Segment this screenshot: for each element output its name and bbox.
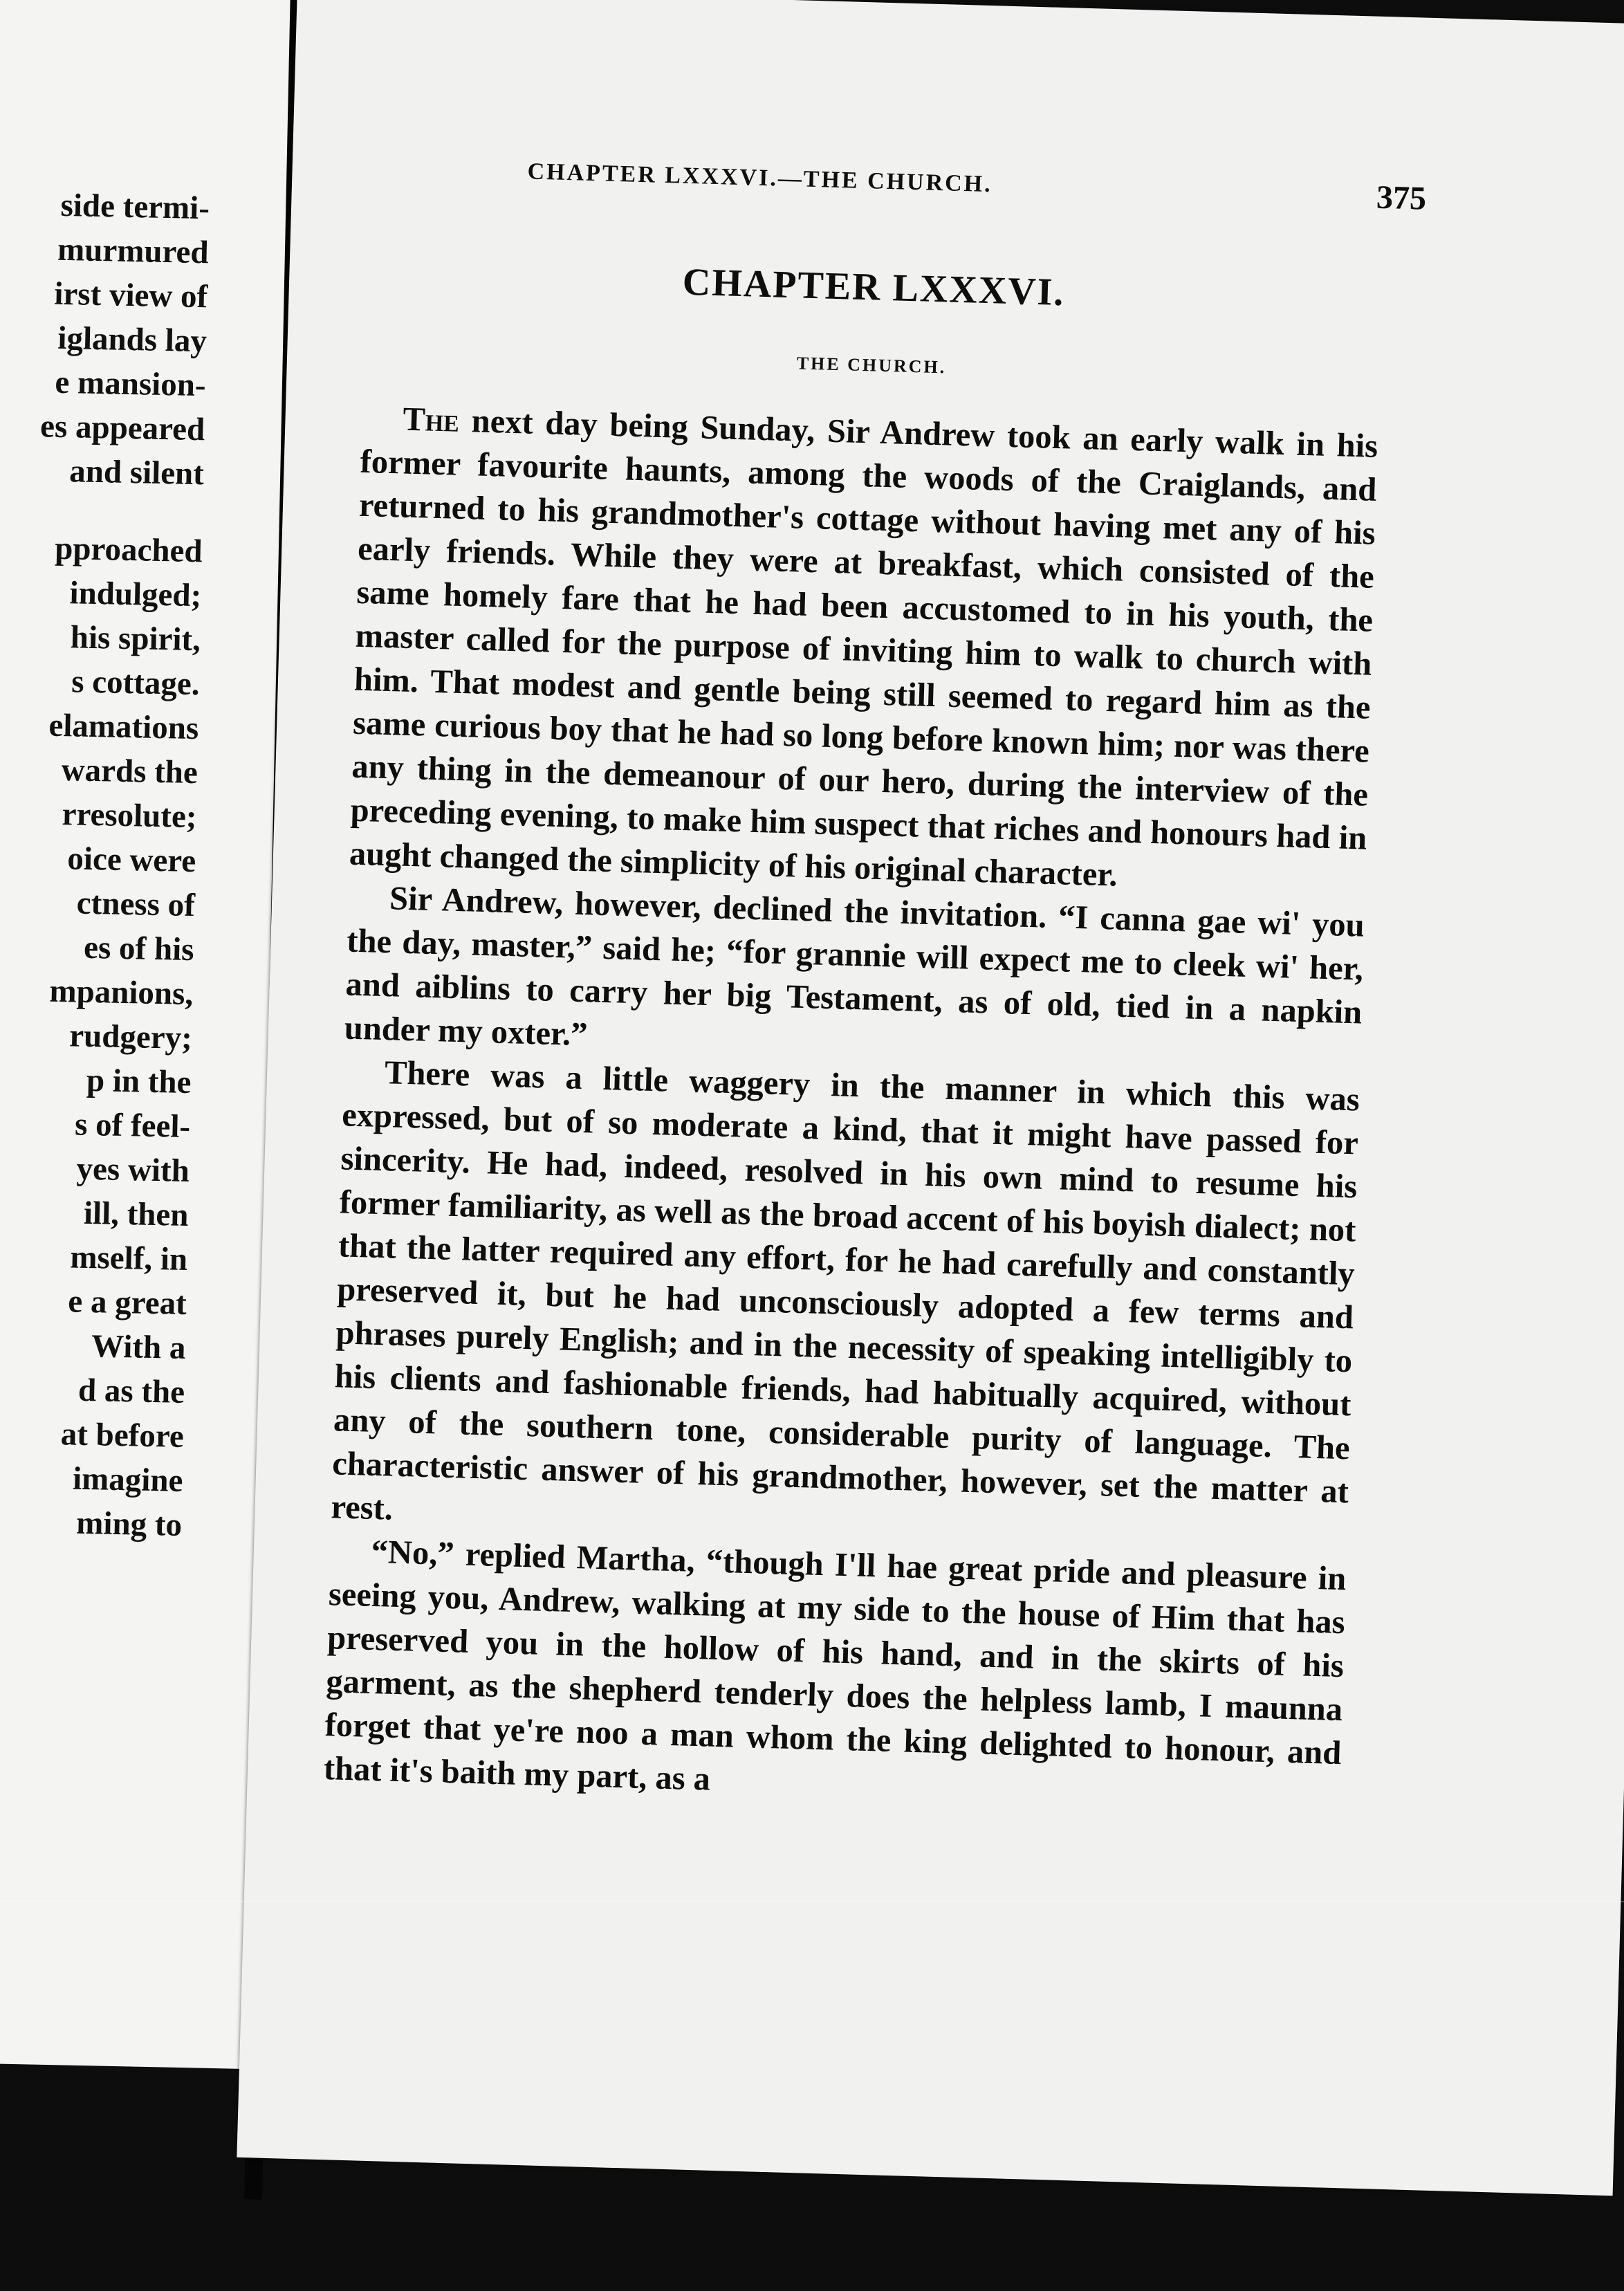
page-content — [323, 154, 1427, 1798]
left-page-line: es appeared — [39, 408, 205, 448]
left-page-line: ill, then — [83, 1195, 190, 1234]
left-page-line: side termi- — [60, 187, 210, 227]
chapter-title: CHAPTER LXXXVI. — [682, 260, 1066, 315]
left-page-line: iglands lay — [57, 320, 207, 360]
left-page-line: mself, in — [69, 1239, 188, 1278]
left-page-line: wards the — [61, 752, 199, 791]
left-page-line: elamations — [48, 707, 199, 747]
running-head — [368, 154, 1427, 224]
paragraph — [323, 1529, 1347, 1819]
left-page-line: ming to — [75, 1505, 183, 1543]
left-page-line: rudgery; — [68, 1018, 193, 1057]
paragraph-text: There was a little waggery in the manner in which this was expressed, but of so moderate a kind, that it might have passed for sincerity. He had, indeed, resolved in his own mind to resume his former familiarity, as well as the broad accent of his boyish dialect; not that the latter required any effort, for he had carefully and constantly preserved it, but he had unconsciously adopted a few terms and phrases purely English; and in the necessity of speaking intelligibly to his clients and fashionable friends, had habitually acquired, without any of the southern tone, considerable purity of language. The characteristic answer of his grandmother, however, set the matter at rest. — [330, 1054, 1360, 1527]
left-page-line: pproached — [54, 530, 203, 570]
left-page-text — [0, 178, 210, 1547]
left-page-line: e mansion- — [55, 364, 207, 404]
left-page-line: rresolute; — [62, 796, 198, 836]
left-page-line: es of his — [83, 929, 195, 968]
scan-streak — [0, 1901, 1624, 1902]
left-page-line: With a — [91, 1328, 186, 1366]
left-page-line: d as the — [77, 1372, 185, 1410]
left-page-line: p in the — [86, 1062, 192, 1101]
left-page-line: and silent — [68, 453, 205, 493]
left-page-line: s of feel- — [74, 1106, 191, 1146]
left-page-line: indulged; — [69, 575, 202, 614]
left-page-line: oice were — [66, 840, 196, 880]
left-page-line: murmured — [57, 231, 210, 271]
left-page-line: e a great — [67, 1283, 187, 1322]
left-page-line: yes with — [76, 1150, 190, 1190]
right-main-page — [237, 0, 1624, 2196]
left-page-line: at before — [60, 1416, 185, 1455]
paragraph-text: Sir Andrew, however, declined the invitation. “I canna gae wi' you the day, master,” said he; “for grannie will expect me to cleek wi' her, and aiblins to carry her big Testament, as of old, tied in a napkin under my oxter.” — [344, 880, 1365, 1054]
chapter-subtitle: THE CHURCH. — [796, 353, 947, 378]
chapter-body-text — [323, 396, 1378, 1819]
left-page-line: imagine — [72, 1460, 183, 1499]
paragraph — [349, 396, 1378, 904]
paragraph-text: “No,” replied Martha, “though I'll hae great pride and pleasure in seeing you, Andrew, walking at my side to the house of Him that has preserved you in the hollow of his hand, and in the skirts of his garment, as the shepherd tenderly does the helpless lamb, I maunna forget that ye're noo a man whom the king delighted to honour, and that it's baith my part, as a — [323, 1533, 1347, 1798]
paragraph-text: next day being Sunday, Sir Andrew took an early walk in his former favourite haunts, among the woods of the Craiglands, and returned to his grandmother's cottage without having met any of his early friends. While they were at breakfast, which consisted of the same homely fare that he had been accustomed to in his youth, the master called for the purpose of inviting him to walk to church with him. That modest and gentle being still seemed to regard him as the same curious boy that he had so long before known him; nor was there any thing in the demeanour of our hero, during the interview of the preceding evening, to make him suspect that riches and honours had in aught changed the simplicity of his original character. — [349, 402, 1378, 894]
running-head-title: CHAPTER LXXXVI.—THE CHURCH. — [527, 158, 993, 198]
left-page-line: his spirit, — [70, 619, 201, 659]
paragraph — [344, 876, 1365, 1078]
left-page-line: mpanions, — [48, 973, 194, 1013]
paragraph-lead-word: The — [402, 401, 460, 439]
left-page-line: ctness of — [76, 885, 196, 924]
paragraph — [331, 1049, 1360, 1557]
left-page-line: irst view of — [53, 275, 208, 315]
page-number: 375 — [1376, 178, 1427, 217]
left-page-line: s cottage. — [71, 663, 201, 703]
